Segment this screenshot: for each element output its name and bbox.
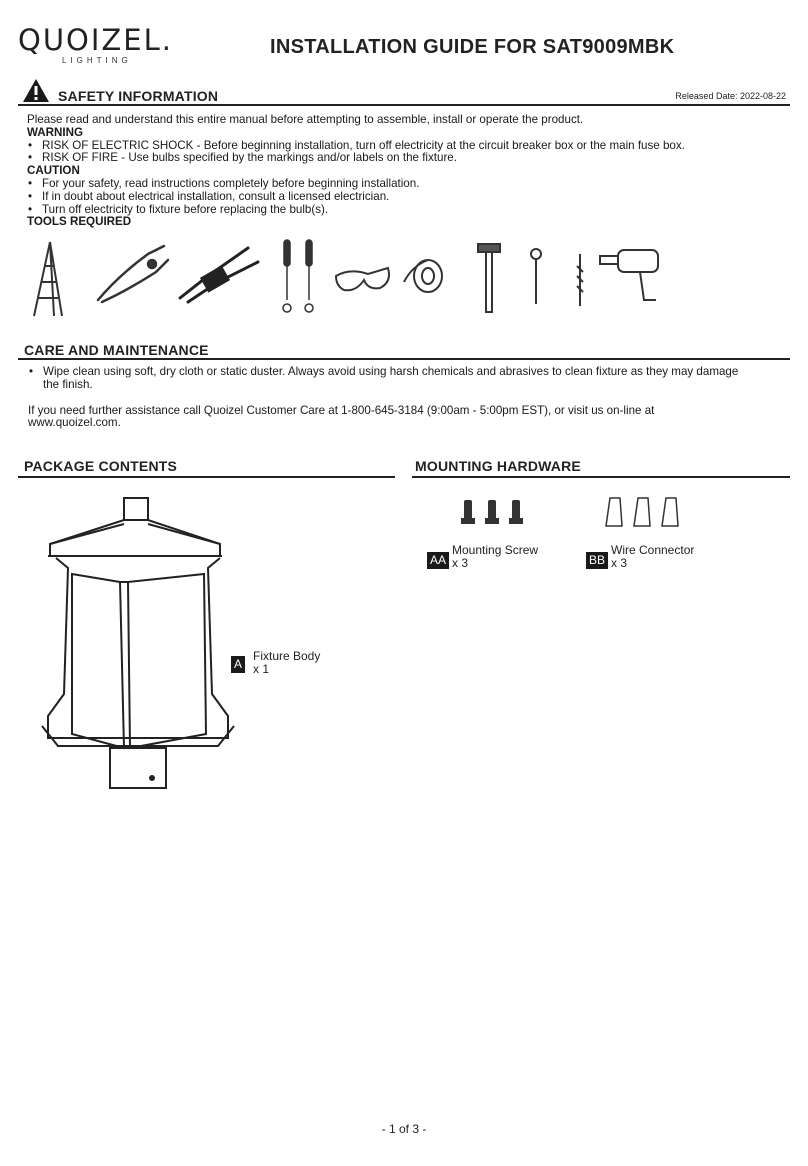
hardware-tag: AA bbox=[427, 552, 449, 569]
caution-item: • Turn off electricity to fixture before replacing the bulb(s). bbox=[27, 204, 797, 217]
hardware-tag: BB bbox=[586, 552, 608, 569]
wire-stripper-icon bbox=[180, 248, 258, 302]
safety-glasses-icon bbox=[336, 268, 389, 290]
hardware-name: Wire Connector bbox=[611, 543, 695, 557]
assistance-text: If you need further assistance call Quoizel Customer Care at 1-800-645-3184 (9:00am - 5:00pm EST), or visit us on-line at bbox=[28, 403, 655, 417]
hammer-icon bbox=[478, 244, 500, 312]
care-divider bbox=[18, 358, 790, 360]
package-heading: PACKAGE CONTENTS bbox=[24, 458, 178, 474]
assistance-website: www.quoizel.com. bbox=[28, 416, 121, 430]
warning-triangle-icon bbox=[22, 78, 50, 103]
hardware-quantity: x 3 bbox=[611, 556, 628, 570]
caution-item: • If in doubt about electrical installation, consult a licensed electrician. bbox=[27, 191, 797, 204]
care-body bbox=[28, 366, 798, 430]
caution-item: • For your safety, read instructions completely before beginning installation. bbox=[27, 178, 797, 191]
part-name: Fixture Body bbox=[253, 649, 321, 663]
caution-label: CAUTION bbox=[27, 164, 80, 178]
released-date: Released Date: 2022-08-22 bbox=[675, 91, 786, 101]
mounting-screws-illustration bbox=[458, 496, 528, 530]
care-heading: CARE AND MAINTENANCE bbox=[24, 342, 209, 358]
page-number: - 1 of 3 - bbox=[381, 1122, 427, 1136]
power-drill-icon bbox=[600, 250, 658, 300]
hardware-quantity: x 3 bbox=[452, 556, 469, 570]
safety-body bbox=[27, 114, 797, 229]
fixture-body-illustration bbox=[38, 494, 238, 794]
hardware-heading: MOUNTING HARDWARE bbox=[415, 458, 581, 474]
package-divider bbox=[18, 476, 395, 478]
warning-item: • RISK OF FIRE - Use bulbs specified by the markings and/or labels on the fixture. bbox=[27, 152, 797, 165]
care-bullet-continued: the finish. bbox=[43, 377, 93, 391]
ladder-icon bbox=[34, 242, 62, 316]
logo-tagline: LIGHTING bbox=[62, 56, 132, 65]
warning-label: WARNING bbox=[27, 125, 84, 139]
part-tag: A bbox=[231, 656, 245, 673]
care-bullet: • Wipe clean using soft, dry cloth or static duster. Always avoid using harsh chemicals and abrasives to clean fixture as they may damage bbox=[28, 366, 798, 379]
tools-label: TOOLS REQUIRED bbox=[27, 215, 132, 229]
safety-intro: Please read and understand this entire manual before attempting to assemble, install or operate the product. bbox=[27, 113, 584, 126]
pliers-icon bbox=[98, 246, 168, 302]
electrical-tape-icon bbox=[404, 260, 442, 292]
screwdrivers-icon bbox=[283, 240, 313, 312]
hardware-name: Mounting Screw bbox=[452, 543, 539, 557]
safety-heading: SAFETY INFORMATION bbox=[58, 88, 219, 104]
hardware-divider bbox=[412, 476, 790, 478]
wire-connectors-illustration bbox=[600, 494, 690, 530]
eye-bolt-icon bbox=[531, 249, 541, 304]
safety-divider bbox=[18, 104, 790, 106]
document-title: INSTALLATION GUIDE FOR SAT9009MBK bbox=[270, 36, 675, 58]
part-quantity: x 1 bbox=[253, 662, 270, 676]
drill-bit-icon bbox=[577, 254, 583, 306]
warning-item: • RISK OF ELECTRIC SHOCK - Before beginning installation, turn off electricity at the circuit breaker box or the main fuse box. bbox=[27, 140, 797, 153]
tools-illustration bbox=[28, 236, 668, 320]
logo-wordmark: QUOIZEL. bbox=[18, 23, 173, 57]
quoizel-logo bbox=[18, 23, 173, 65]
